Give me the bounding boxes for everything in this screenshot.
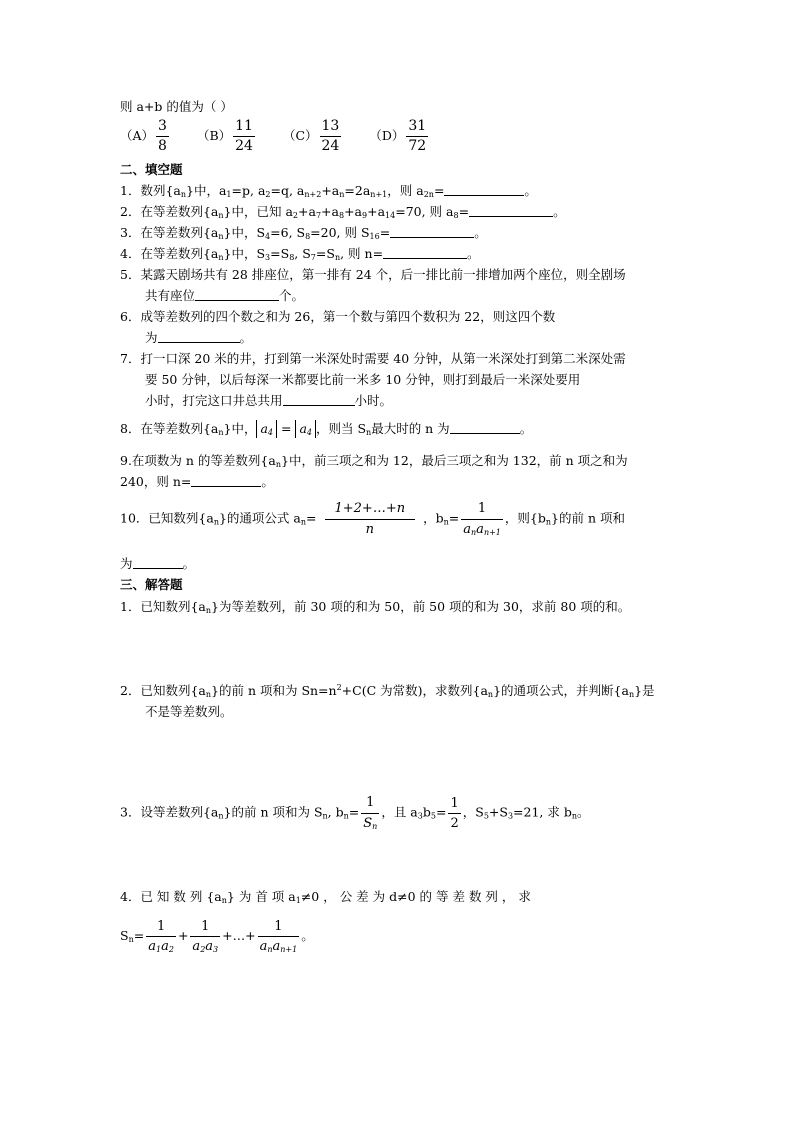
s2-q6-line2: 为 。 (145, 330, 253, 345)
s2-q8: 8．在等差数列$\{a_n\}$中， $a_4 = a_4$ ，则当 $S_n$最大时的 n 为 。 (120, 421, 533, 437)
answer-blank[interactable] (450, 421, 520, 434)
answer-blank[interactable] (283, 393, 355, 406)
s3-q1: 1．已知数列$\{a_n\}$为等差数列，前 30 项的和为 50，前 50 项的和为 30，求前 80 项的和。 (120, 599, 631, 615)
fraction-term1: $\frac{1}{a_1a_2}$ (148, 919, 174, 954)
answer-blank[interactable] (195, 288, 279, 301)
option-d: （D） $\frac{31}{72}$ (369, 118, 427, 154)
answer-blank[interactable] (469, 204, 553, 217)
answer-blank[interactable] (390, 225, 474, 238)
s2-q10: 10．已知数列$\{a_n\}$的通项公式 $a_n=$ $\frac{1+2+\dots+n}{n}$ ，$b_n=$ $\frac{1}{a_na_{n+1}}$ ，则$\{b_n\}$的前 n 项和 (120, 501, 625, 537)
option-a: （A） $\frac{3}{8}$ (120, 118, 167, 154)
s2-q3: 3．在等差数列$\{a_n\}$中，$S_4=6$, $S_8=20$, 则 $S_{16}=$ 。 (120, 225, 487, 241)
s3-q3: 3．设等差数列$\{a_n\}$的前 n 项和为 $S_n$, $b_n=$ $\frac{1}{S_n}$ ，且 $a_3b_5=$ $\frac{1}{2}$ ，$S_5+S_3=21$, 求 $b_n$。 (120, 795, 590, 831)
s3-q4-line2: $S_n=$ $\frac{1}{a_1a_2}$ + $\frac{1}{a_2a_3}$ +…+ $\frac{1}{a_na_{n+1}}$ 。 (120, 919, 314, 954)
s2-q7-line2: 要 50 分钟，以后每深一米都要比前一米多 10 分钟，则打到最后一米深处要用 (145, 372, 581, 387)
answer-blank[interactable] (158, 330, 240, 343)
s2-q7-line3: 小时，打完这口井总共用 小时。 (145, 393, 393, 408)
s2-q6-line1: 6．成等差数列的四个数之和为 26，第一个数与第四个数积为 22，则这四个数 (120, 309, 556, 324)
answer-blank[interactable] (383, 246, 467, 259)
fraction-bn-def: $\frac{1}{S_n}$ (363, 795, 378, 831)
answer-blank[interactable] (133, 556, 183, 569)
s2-q2: 2．在等差数列$\{a_n\}$中，已知 $a_2+a_7+a_8+a_9+a_{14}=70$, 则 $a_8=$ 。 (120, 204, 566, 220)
fraction-half: $\frac{1}{2}$ (450, 795, 459, 831)
s2-q7-line1: 7．打一口深 20 米的井，打到第一米深处时需要 40 分钟，从第一米深处打到第二米深处需 (120, 351, 626, 366)
options-row (120, 118, 452, 155)
section2-title: 二、填空题 (120, 162, 183, 177)
fraction-termn: $\frac{1}{a_na_{n+1}}$ (259, 919, 298, 954)
question-tail: 则 a+b 的值为（ ） (120, 99, 233, 114)
s2-q4: 4．在等差数列$\{a_n\}$中，$S_3=S_8$, $S_7=S_n$, 则 n= 。 (120, 246, 480, 262)
answer-blank[interactable] (444, 183, 524, 196)
s3-q2-line2: 不是等差数列。 (145, 704, 233, 719)
section3-title: 三、解答题 (120, 577, 183, 592)
abs-a4: $a_4$ (256, 420, 277, 438)
s3-q4-line1: 4．已 知 数 列 $\{a_n\}$ 为 首 项 $a_1\ne 0$ ， 公 差 为 d≠0 的 等 差 数 列 ， 求 (120, 889, 531, 905)
s2-q5-line1: 5．某露天剧场共有 28 排座位，第一排有 24 个，后一排比前一排增加两个座位，则全剧场 (120, 267, 626, 282)
s2-q9-line1: 9.在项数为 n 的等差数列$\{a_n\}$中，前三项之和为 12，最后三项之和为 132，前 n 项之和为 (120, 453, 628, 469)
option-c: （C） $\frac{13}{24}$ (282, 118, 340, 154)
s2-q5-line2: 共有座位 个。 (145, 288, 305, 303)
abs-a4-right: $a_4$ (295, 420, 316, 438)
fraction-an: $\frac{1+2+\dots+n}{n}$ (325, 500, 416, 538)
answer-blank[interactable] (191, 474, 261, 487)
s2-q10-line2: 为 。 (120, 556, 196, 571)
fraction-term2: $\frac{1}{a_2a_3}$ (192, 919, 219, 954)
option-b: （B） $\frac{11}{24}$ (196, 118, 253, 154)
fraction-bn: $\frac{1}{a_na_{n+1}}$ (463, 501, 501, 537)
s2-q9-line2: 240，则 n= 。 (120, 474, 274, 489)
s2-q1: 1．数列$\{a_n\}$中，$a_1=p$, $a_2=q$, $a_{n+2}+a_n=2a_{n+1}$，则 $a_{2n}=$ 。 (120, 183, 537, 199)
s3-q2-line1: 2．已知数列$\{a_n\}$的前 n 项和为 $Sn=n^2+C(C$ 为常数)，求数列$\{a_n\}$的通项公式，并判断$\{a_n\}$是 (120, 683, 655, 699)
